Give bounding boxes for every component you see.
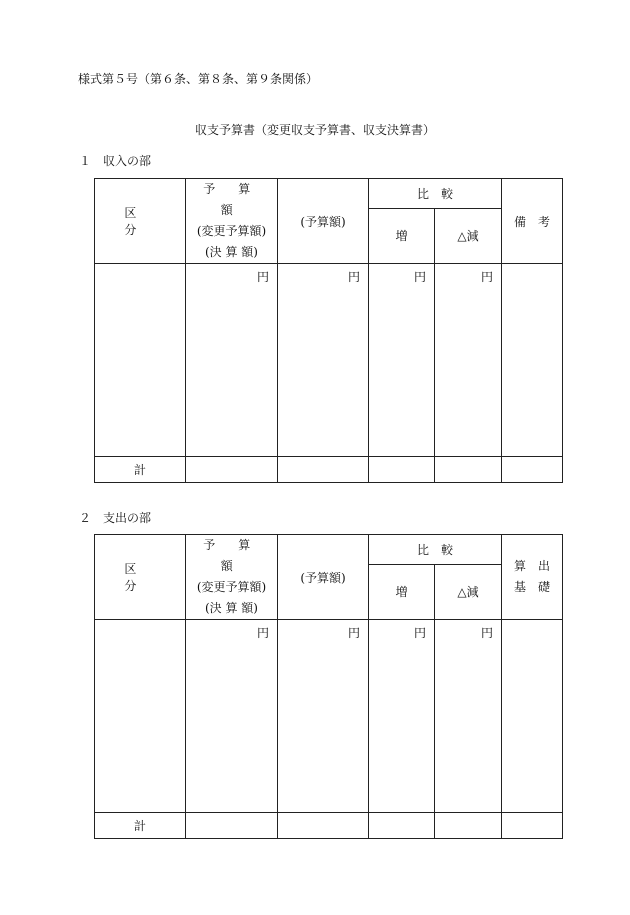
income-total-label: 計 bbox=[95, 457, 186, 483]
income-table bbox=[94, 178, 563, 483]
expense-total-basis[interactable] bbox=[502, 813, 563, 839]
expense-total-budget[interactable] bbox=[186, 813, 278, 839]
category-header: 区 分 bbox=[95, 535, 186, 620]
budget-header-line-2: (変更予算額) bbox=[196, 580, 267, 594]
form-number: 様式第５号（第６条、第８条、第９条関係） bbox=[78, 72, 319, 86]
income-total-row bbox=[95, 457, 563, 483]
expense-prior-budget-cell[interactable] bbox=[278, 620, 369, 813]
decrease-header: △減 bbox=[435, 208, 502, 263]
calculation-basis-header bbox=[502, 535, 563, 620]
unit-label: 円 bbox=[256, 626, 269, 640]
income-increase-cell[interactable] bbox=[369, 264, 435, 457]
income-body-row bbox=[95, 264, 563, 457]
expense-total-increase[interactable] bbox=[369, 813, 435, 839]
unit-label: 円 bbox=[481, 270, 494, 284]
income-category-cell[interactable] bbox=[95, 264, 186, 457]
budget-header-line-1: 予 算 額 bbox=[203, 538, 260, 573]
remarks-header: 備 考 bbox=[502, 179, 563, 264]
expense-total-label: 計 bbox=[95, 813, 186, 839]
income-total-budget[interactable] bbox=[186, 457, 278, 483]
budget-header-line-3: (決 算 額) bbox=[205, 245, 258, 259]
unit-label: 円 bbox=[481, 626, 494, 640]
income-remarks-cell[interactable] bbox=[502, 264, 563, 457]
expense-table bbox=[94, 534, 563, 839]
unit-label: 円 bbox=[413, 626, 426, 640]
income-total-prior-budget[interactable] bbox=[278, 457, 369, 483]
expense-total-prior-budget[interactable] bbox=[278, 813, 369, 839]
expense-section-title: ２ 支出の部 bbox=[79, 511, 152, 525]
document-title: 収支予算書（変更収支予算書、収支決算書） bbox=[194, 123, 435, 137]
income-total-remarks[interactable] bbox=[502, 457, 563, 483]
expense-total-row bbox=[95, 813, 563, 839]
prior-budget-header: (予算額) bbox=[278, 179, 369, 264]
budget-header-line-2: (変更予算額) bbox=[196, 224, 267, 238]
category-header: 区 分 bbox=[95, 179, 186, 264]
income-decrease-cell[interactable] bbox=[435, 264, 502, 457]
income-total-decrease[interactable] bbox=[435, 457, 502, 483]
income-section-title: １ 収入の部 bbox=[79, 154, 152, 168]
expense-increase-cell[interactable] bbox=[369, 620, 435, 813]
unit-label: 円 bbox=[347, 270, 360, 284]
expense-decrease-cell[interactable] bbox=[435, 620, 502, 813]
increase-header: 増 bbox=[369, 208, 435, 263]
budget-header bbox=[186, 535, 278, 620]
expense-total-decrease[interactable] bbox=[435, 813, 502, 839]
income-prior-budget-cell[interactable] bbox=[278, 264, 369, 457]
unit-label: 円 bbox=[347, 626, 360, 640]
unit-label: 円 bbox=[413, 270, 426, 284]
comparison-header: 比 較 bbox=[369, 179, 502, 209]
expense-category-cell[interactable] bbox=[95, 620, 186, 813]
expense-basis-cell[interactable] bbox=[502, 620, 563, 813]
prior-budget-header: (予算額) bbox=[278, 535, 369, 620]
income-budget-cell[interactable] bbox=[186, 264, 278, 457]
expense-body-row bbox=[95, 620, 563, 813]
expense-budget-cell[interactable] bbox=[186, 620, 278, 813]
increase-header: 増 bbox=[369, 564, 435, 619]
budget-header-line-3: (決 算 額) bbox=[205, 601, 258, 615]
budget-header bbox=[186, 179, 278, 264]
income-total-increase[interactable] bbox=[369, 457, 435, 483]
budget-header-line-1: 予 算 額 bbox=[203, 182, 260, 217]
unit-label: 円 bbox=[256, 270, 269, 284]
calculation-basis-line-2: 基 礎 bbox=[514, 580, 551, 594]
decrease-header: △減 bbox=[435, 564, 502, 619]
calculation-basis-line-1: 算 出 bbox=[514, 559, 551, 573]
comparison-header: 比 較 bbox=[369, 535, 502, 565]
